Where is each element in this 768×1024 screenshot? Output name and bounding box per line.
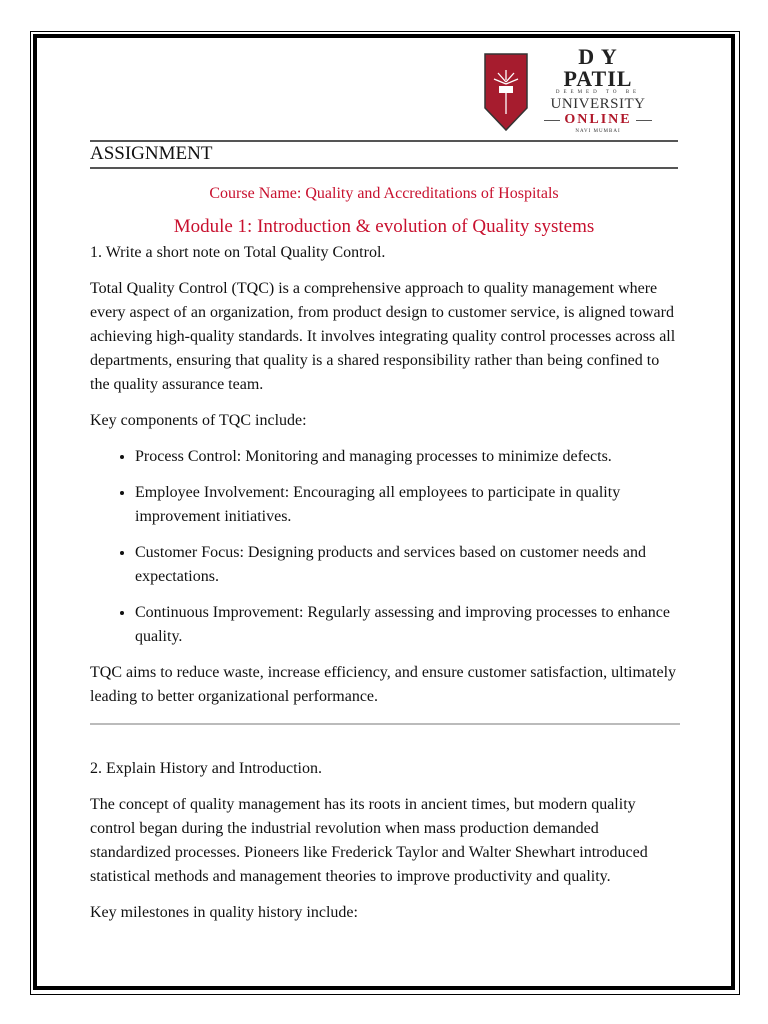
logo-university: UNIVERSITY: [550, 96, 646, 112]
logo-subtitle: DEEMED TO BE: [555, 90, 641, 95]
q1-paragraph: Total Quality Control (TQC) is a comprehensive approach to quality management where every aspect of an organization, from product design to customer service, is aligned toward achieving high-quality standards. It involves integrating quality control processes across all departments, ensuring that quality is a shared responsibility rather than being confined to the quality assurance team.: [90, 280, 676, 393]
question-1: 1. Write a short note on Total Quality Control.: [90, 244, 386, 261]
header-rule-bottom: [90, 167, 678, 169]
logo-online-text: ONLINE: [564, 112, 632, 127]
header-rule-top: [90, 140, 678, 142]
q1-conclusion: TQC aims to reduce waste, increase efficiency, and ensure customer satisfaction, ultimately leading to better organizational performance.: [90, 664, 677, 705]
list-item: • Customer Focus: Designing products and services based on customer needs and expectations.: [135, 541, 680, 589]
university-logo: [477, 44, 677, 135]
shield-icon: [483, 50, 529, 132]
list-item: • Employee Involvement: Encouraging all employees to participate in quality improvement initiatives.: [135, 481, 680, 529]
list-item: • Process Control: Monitoring and managing processes to minimize defects.: [135, 445, 680, 469]
logo-title: D Y PATIL: [563, 44, 633, 91]
q1-list-intro: Key components of TQC include:: [90, 412, 307, 429]
logo-online: [543, 112, 653, 128]
assignment-heading: ASSIGNMENT: [90, 143, 213, 164]
question-2: 2. Explain History and Introduction.: [90, 760, 322, 777]
q2-list-intro: Key milestones in quality history include:: [90, 904, 358, 921]
logo-location: NAVI MUMBAI: [575, 129, 621, 134]
course-name: Course Name: Quality and Accreditations of Hospitals: [209, 185, 559, 202]
tqc-components-list: [90, 445, 680, 649]
q2-paragraph: The concept of quality management has its roots in ancient times, but modern quality control began during the industrial revolution when mass production demanded standardized processes. Pioneers like Frederick Taylor and Walter Shewhart introduced statistical methods and management theories to improve productivity and quality.: [90, 796, 648, 885]
section-divider: [90, 723, 680, 725]
list-item: • Continuous Improvement: Regularly assessing and improving processes to enhance quality.: [135, 601, 680, 649]
module-title: Module 1: Introduction & evolution of Quality systems: [173, 216, 595, 237]
document-body: [90, 241, 680, 925]
